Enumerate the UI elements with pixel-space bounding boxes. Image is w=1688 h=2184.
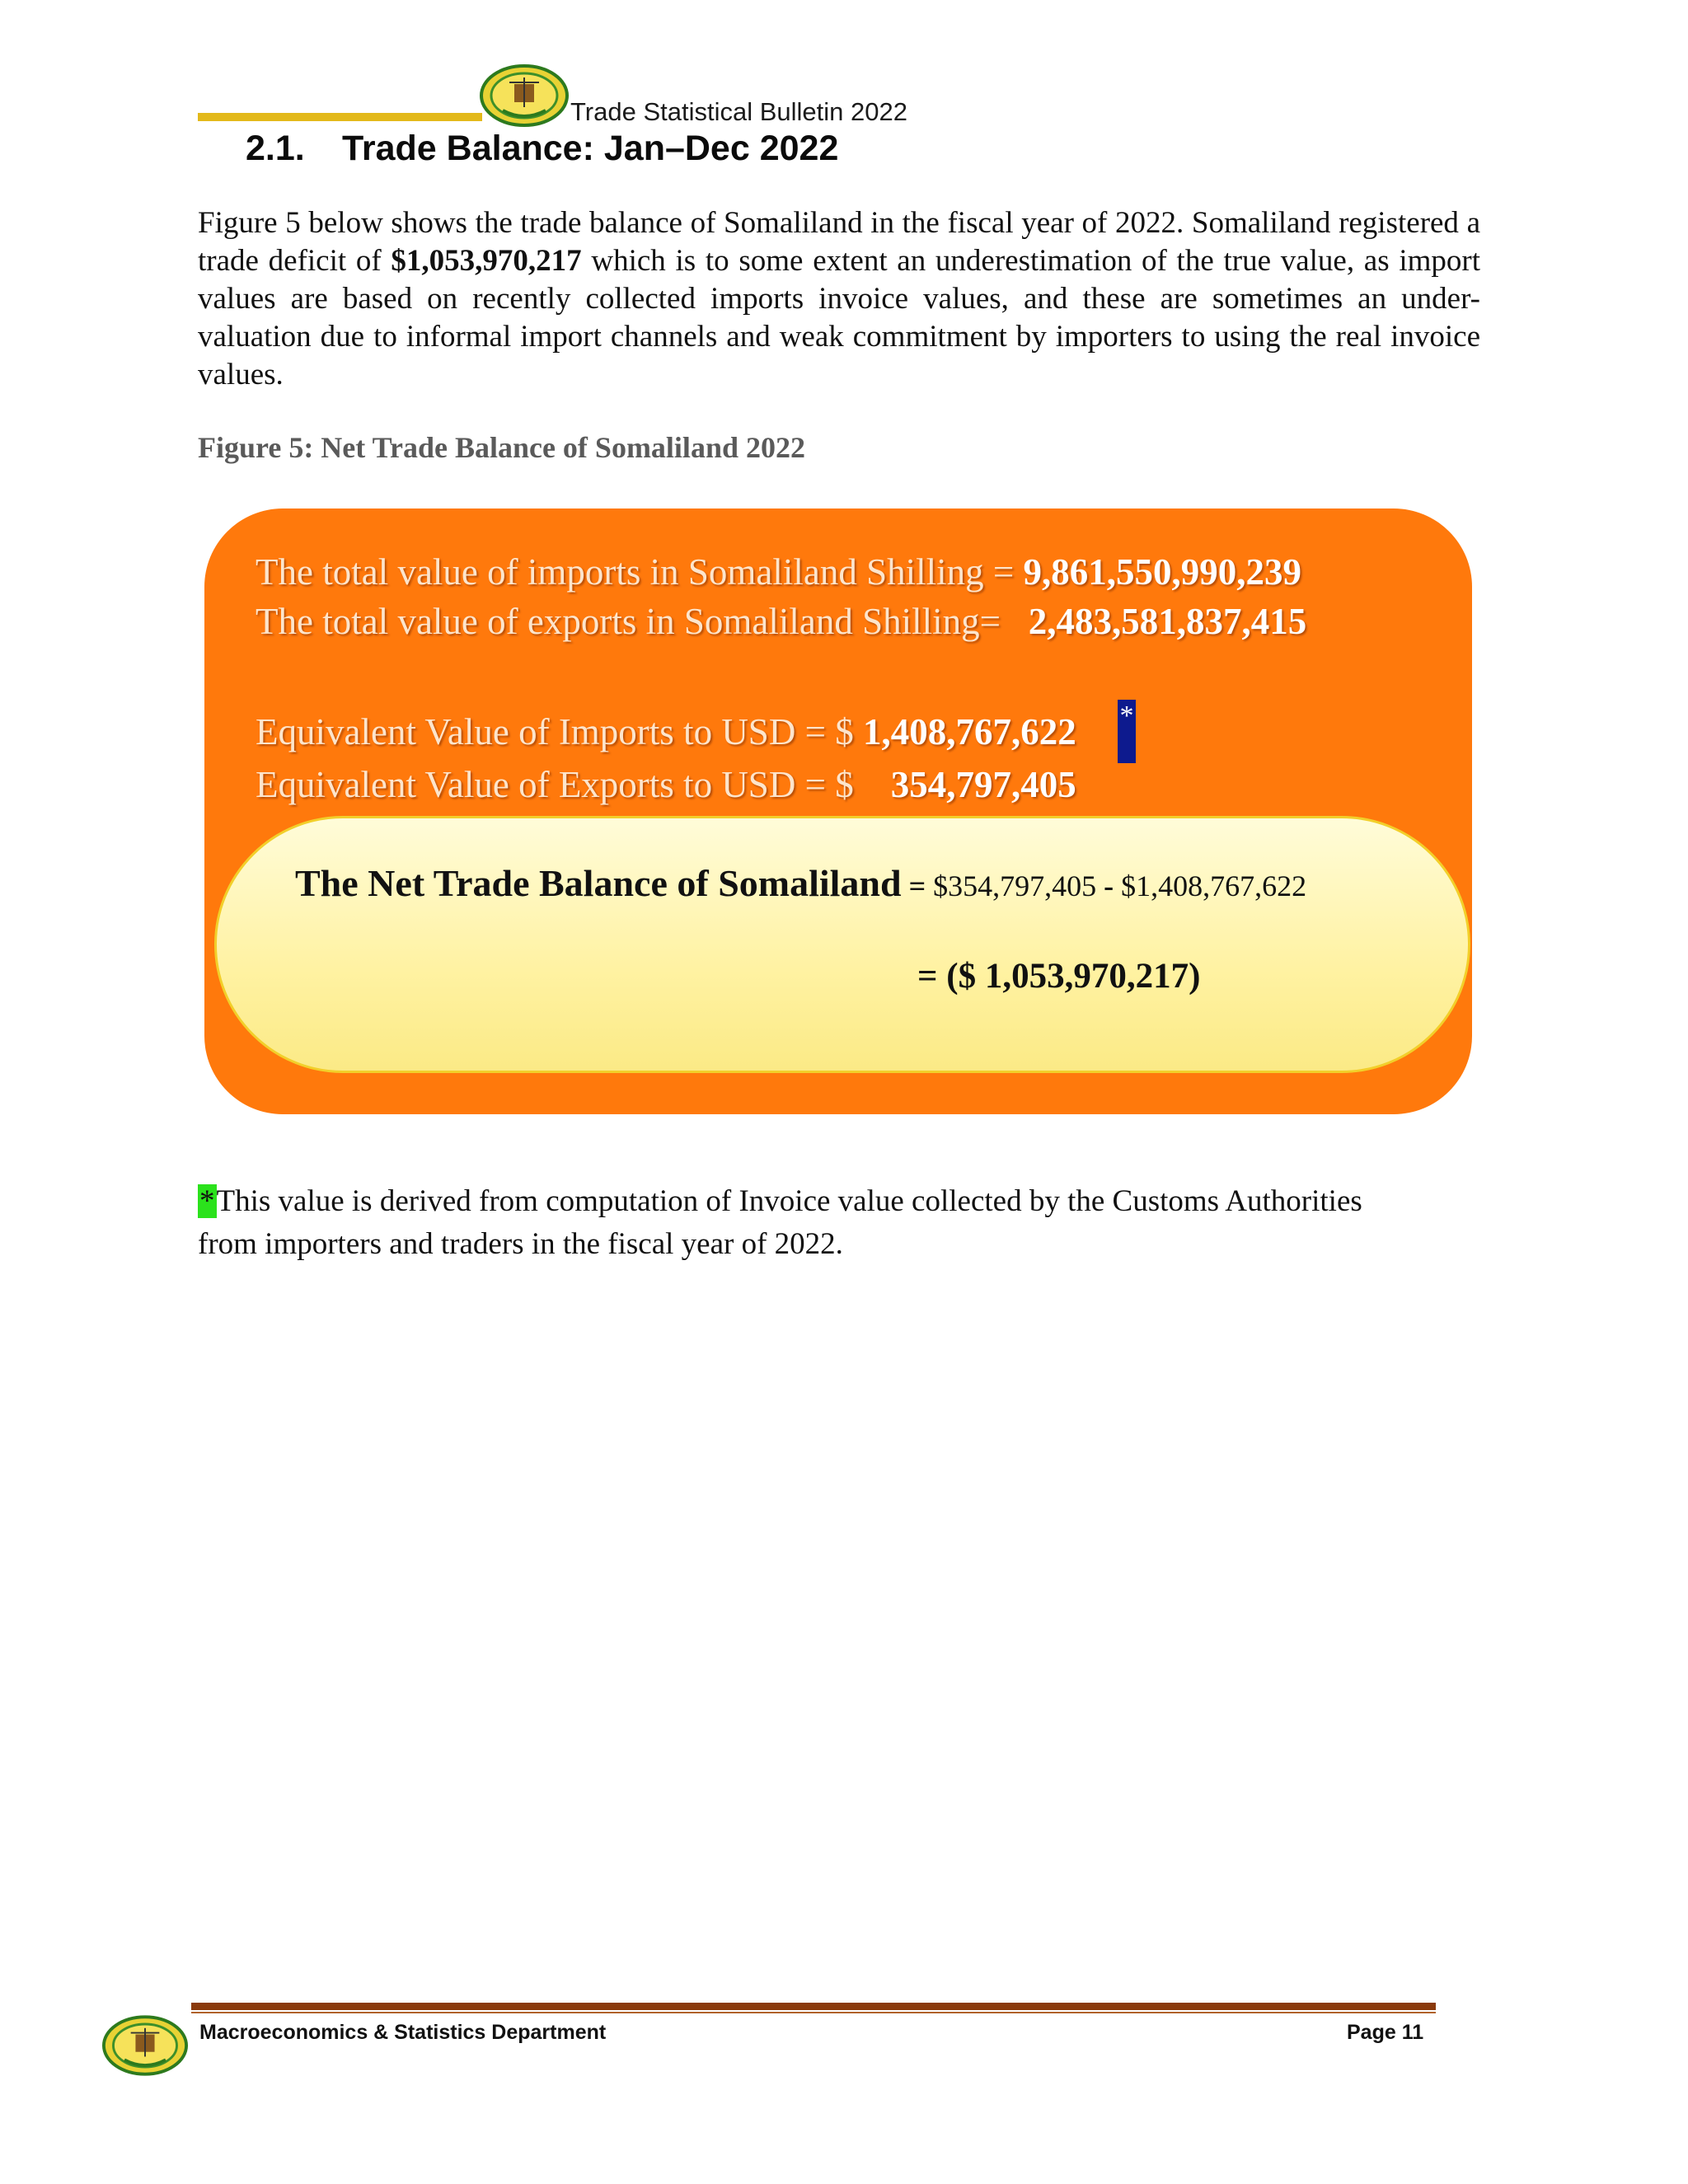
asterisk-marker: * <box>1118 700 1136 763</box>
exports-usd-line <box>256 763 1076 806</box>
exports-usd-label: Equivalent Value of Exports to USD = $ <box>256 764 891 805</box>
header-rule <box>198 113 482 121</box>
imports-usd-line <box>256 710 1076 753</box>
figure-caption: Figure 5: Net Trade Balance of Somaliland 2022 <box>198 431 805 464</box>
net-imports-value: $1,408,767,622 <box>1121 869 1307 902</box>
bulletin-title: Trade Statistical Bulletin 2022 <box>570 97 907 126</box>
footer-page-number: Page 11 <box>1347 2021 1424 2044</box>
footnote-asterisk: * <box>199 1184 215 1218</box>
section-title: Trade Balance: Jan–Dec 2022 <box>342 129 839 168</box>
exports-sl-line <box>256 600 1306 643</box>
footnote <box>198 1180 1385 1266</box>
section-number: 2.1. <box>246 129 305 168</box>
intro-paragraph <box>198 204 1480 394</box>
exports-sl-label: The total value of exports in Somaliland Shilling= <box>256 601 1029 642</box>
imports-sl-line <box>256 551 1301 593</box>
net-exports-value: $354,797,405 <box>933 869 1097 902</box>
footer-department: Macroeconomics & Statistics Department <box>199 2021 607 2044</box>
net-balance-label: The Net Trade Balance of Somaliland <box>295 862 902 904</box>
imports-sl-label: The total value of imports in Somaliland Shilling = <box>256 551 1024 593</box>
net-balance-oval <box>214 816 1470 1073</box>
net-minus-sign: - <box>1096 869 1122 902</box>
footnote-text: This value is derived from computation of Invoice value collected by the Customs Authorities from importers and traders in the fiscal year of 2022. <box>198 1184 1362 1261</box>
footer-rule-thin <box>191 2012 1436 2013</box>
intro-text-after: which is to some extent an underestimation of the true value, as import values are based on recently collected imports invoice values, and these are sometimes an under-valuation due to informal import channels and weak commitment by importers to using the real invoice values. <box>198 244 1480 391</box>
emblem-logo-icon <box>480 64 569 127</box>
intro-deficit-value: $1,053,970,217 <box>391 244 582 278</box>
net-balance-result: = ($ 1,053,970,217) <box>917 957 1201 996</box>
imports-usd-label: Equivalent Value of Imports to USD = $ <box>256 711 863 752</box>
imports-sl-value: 9,861,550,990,239 <box>1023 551 1302 593</box>
exports-usd-value: 354,797,405 <box>890 764 1076 805</box>
footer-emblem-logo-icon <box>102 2015 188 2076</box>
net-balance-formula <box>295 861 1306 905</box>
net-eq-sign: = <box>901 869 934 902</box>
intro-text-before: Figure 5 below shows the trade balance of Somaliland in the fiscal year of 2022. Somaliland registered a trade deficit of <box>198 206 1480 278</box>
exports-sl-value: 2,483,581,837,415 <box>1028 601 1307 642</box>
footer-rule <box>191 2003 1436 2010</box>
imports-usd-value: 1,408,767,622 <box>862 711 1076 752</box>
